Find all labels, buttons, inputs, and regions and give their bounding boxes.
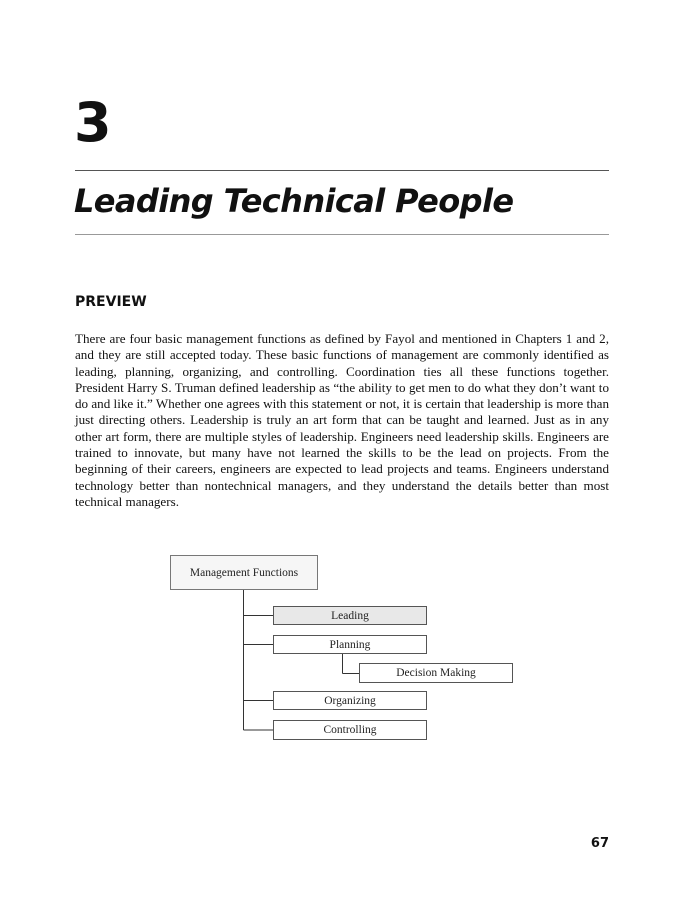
preview-paragraph: There are four basic management functions as defined by Fayol and mentioned in Chapters 1 and 2, and they are still accepted today. These basic functions of management are commonly identified as leading, planning, organizing, and controlling. Coordination ties all these functions together. President Harry S. Truman defined leadership as “the ability to get men to do what they don’t want to do and like it.” Whether one agrees with this statement or not, it is certain that leadership is more than just directing others. Leadership is truly an art form that can be taught and learned. Just as in any other art form, there are multiple styles of leadership. Engineers need leadership skills. Engineers are trained to innovate, but many have not learned the skills to be the lead on projects. From the beginning of their careers, engineers are expected to lead projects and teams. Engineers understand technology better than nontechnical managers, and they understand the details better than most technical managers. bbox=[75, 331, 609, 509]
diagram-node-leading: Leading bbox=[273, 606, 427, 625]
section-heading: PREVIEW bbox=[75, 294, 147, 310]
page-number: 67 bbox=[590, 836, 609, 851]
diagram-node-planning: Planning bbox=[273, 635, 427, 654]
diagram-node-organizing: Organizing bbox=[273, 691, 427, 710]
chapter-number: 3 bbox=[74, 91, 112, 154]
chapter-title: Leading Technical People bbox=[74, 182, 514, 220]
diagram-root-management-functions: Management Functions bbox=[170, 555, 318, 590]
diagram-node-decision-making: Decision Making bbox=[359, 663, 513, 683]
chapter-top-rule bbox=[75, 170, 609, 171]
chapter-bottom-rule bbox=[75, 234, 609, 235]
diagram-node-controlling: Controlling bbox=[273, 720, 427, 740]
